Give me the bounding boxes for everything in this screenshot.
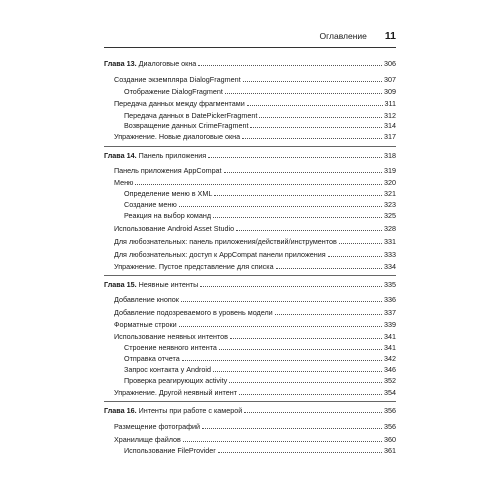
- toc-title: Использование FileProvider: [124, 446, 216, 455]
- toc-section[interactable]: [114, 318, 396, 329]
- chapter-label: Глава 14.: [104, 151, 137, 160]
- toc-title: Отображение DialogFragment: [124, 87, 223, 96]
- toc-subsection[interactable]: [124, 119, 396, 130]
- chapter-divider: [104, 146, 396, 147]
- leader-dots: [259, 117, 382, 118]
- toc-section[interactable]: [114, 433, 396, 444]
- toc-section[interactable]: [114, 130, 396, 141]
- chapter-divider: [104, 401, 396, 402]
- toc-page: 356: [384, 406, 396, 415]
- leader-dots: [225, 93, 382, 94]
- toc-page: 339: [384, 320, 396, 329]
- header-rule: [104, 47, 396, 48]
- leader-dots: [242, 138, 382, 139]
- toc-section[interactable]: [114, 164, 396, 175]
- toc-title: Панель приложения AppCompat: [114, 166, 222, 175]
- toc-subsection[interactable]: [124, 187, 396, 198]
- toc-title: Строение неявного интента: [124, 343, 217, 352]
- toc-title: Для любознательных: панель приложения/действий/инструментов: [114, 237, 337, 246]
- toc-title: Панель приложения: [138, 151, 207, 160]
- toc-page: 307: [384, 75, 396, 84]
- toc-title: Меню: [114, 178, 134, 187]
- toc-page: 336: [384, 295, 396, 304]
- leader-dots: [239, 394, 382, 395]
- toc-page: 352: [384, 376, 396, 385]
- toc-page: 321: [384, 189, 396, 198]
- leader-dots: [275, 314, 382, 315]
- toc-section[interactable]: [114, 386, 396, 397]
- page-number: 11: [384, 30, 396, 42]
- toc-section[interactable]: [114, 73, 396, 84]
- chapter-divider: [104, 275, 396, 276]
- toc-page: 306: [384, 59, 396, 68]
- toc-subsection[interactable]: [124, 209, 396, 220]
- leader-dots: [247, 105, 383, 106]
- toc-section[interactable]: [114, 97, 396, 108]
- toc-section[interactable]: [114, 222, 396, 233]
- toc-title: Реакция на выбор команд: [124, 211, 212, 220]
- leader-dots: [202, 428, 382, 429]
- toc-subsection[interactable]: [124, 374, 396, 385]
- toc-subsection[interactable]: [124, 363, 396, 374]
- toc-page: 361: [384, 446, 396, 455]
- leader-dots: [219, 349, 382, 350]
- leader-dots: [218, 452, 382, 453]
- leader-dots: [236, 230, 382, 231]
- toc-title: Упражнение. Другой неявный интент: [114, 388, 238, 397]
- toc-title: Возвращение данных CrimeFragment: [124, 121, 249, 130]
- leader-dots: [213, 217, 382, 218]
- toc-page: 318: [384, 151, 396, 160]
- toc-section[interactable]: [114, 176, 396, 187]
- leader-dots: [182, 360, 382, 361]
- leader-dots: [198, 65, 382, 66]
- toc-title: Неявные интенты: [138, 280, 199, 289]
- toc-page: 312: [384, 111, 396, 120]
- leader-dots: [230, 338, 382, 339]
- section-title: Оглавление: [319, 31, 367, 41]
- toc-page: 319: [384, 166, 396, 175]
- toc-title: Отправка отчета: [124, 354, 180, 363]
- toc-page: 328: [384, 224, 396, 233]
- toc-page: 314: [384, 121, 396, 130]
- toc-subsection[interactable]: [124, 85, 396, 96]
- toc-title: Использование Android Asset Studio: [114, 224, 235, 233]
- toc-section[interactable]: [114, 293, 396, 304]
- toc-title: Интенты при работе с камерой: [138, 406, 243, 415]
- toc-subsection[interactable]: [124, 198, 396, 209]
- toc-page: 341: [384, 332, 396, 341]
- toc-section[interactable]: [114, 306, 396, 317]
- toc-title: Для любознательных: доступ к AppCompat панели приложения: [114, 250, 326, 259]
- toc-chapter[interactable]: [104, 149, 396, 160]
- toc-section[interactable]: [114, 330, 396, 341]
- toc-page: 341: [384, 343, 396, 352]
- leader-dots: [224, 172, 382, 173]
- toc-title: Передача данных в DatePickerFragment: [124, 111, 258, 120]
- toc-title: Добавление кнопок: [114, 295, 179, 304]
- toc-subsection[interactable]: [124, 444, 396, 455]
- toc-title: Использование неявных интентов: [114, 332, 228, 341]
- toc-page: 342: [384, 354, 396, 363]
- running-head: [104, 30, 396, 44]
- toc-title: Упражнение. Пустое представление для списка: [114, 262, 274, 271]
- toc-page: 354: [384, 388, 396, 397]
- leader-dots: [214, 195, 382, 196]
- leader-dots: [183, 441, 382, 442]
- leader-dots: [328, 256, 382, 257]
- toc-title: Определение меню в XML: [124, 189, 213, 198]
- leader-dots: [135, 184, 382, 185]
- toc-title: Добавление подозреваемого в уровень модели: [114, 308, 273, 317]
- toc-title: Создание меню: [124, 200, 177, 209]
- leader-dots: [200, 286, 382, 287]
- toc-title: Передача данных между фрагментами: [114, 99, 245, 108]
- leader-dots: [181, 301, 382, 302]
- toc-page: 309: [384, 87, 396, 96]
- leader-dots: [339, 243, 382, 244]
- toc-page: 333: [384, 250, 396, 259]
- toc-page: 317: [384, 132, 396, 141]
- toc-subsection[interactable]: [124, 352, 396, 363]
- toc-page: 346: [384, 365, 396, 374]
- toc-title: Запрос контакта у Android: [124, 365, 212, 374]
- leader-dots: [179, 326, 382, 327]
- toc-page: 356: [384, 422, 396, 431]
- toc-page: 323: [384, 200, 396, 209]
- leader-dots: [229, 382, 382, 383]
- toc-section[interactable]: [114, 420, 396, 431]
- toc-chapter[interactable]: [104, 404, 396, 415]
- leader-dots: [276, 268, 382, 269]
- toc-page: 325: [384, 211, 396, 220]
- toc-title: Упражнение. Новые диалоговые окна: [114, 132, 241, 141]
- toc-section[interactable]: [114, 260, 396, 271]
- toc-section[interactable]: [114, 248, 396, 259]
- chapter-label: Глава 16.: [104, 406, 137, 415]
- toc-subsection[interactable]: [124, 341, 396, 352]
- toc-page: 335: [384, 280, 396, 289]
- toc-page: 320: [384, 178, 396, 187]
- leader-dots: [243, 81, 382, 82]
- leader-dots: [179, 206, 382, 207]
- toc-chapter[interactable]: [104, 278, 396, 289]
- toc-title: Хранилище файлов: [114, 435, 181, 444]
- toc-page: 334: [384, 262, 396, 271]
- toc-page: 331: [384, 237, 396, 246]
- chapter-label: Глава 15.: [104, 280, 137, 289]
- toc-title: Создание экземпляра DialogFragment: [114, 75, 241, 84]
- toc-page: 360: [384, 435, 396, 444]
- leader-dots: [208, 157, 382, 158]
- toc-title: Размещение фотографий: [114, 422, 201, 431]
- chapter-label: Глава 13.: [104, 59, 137, 68]
- toc-section[interactable]: [114, 235, 396, 246]
- toc-page: 311: [384, 99, 396, 108]
- toc-title: Проверка реагирующих activity: [124, 376, 228, 385]
- toc-title: Диалоговые окна: [138, 59, 197, 68]
- leader-dots: [213, 371, 382, 372]
- leader-dots: [250, 127, 382, 128]
- toc-page: 337: [384, 308, 396, 317]
- toc-chapter[interactable]: [104, 57, 396, 68]
- leader-dots: [244, 412, 382, 413]
- toc-title: Форматные строки: [114, 320, 177, 329]
